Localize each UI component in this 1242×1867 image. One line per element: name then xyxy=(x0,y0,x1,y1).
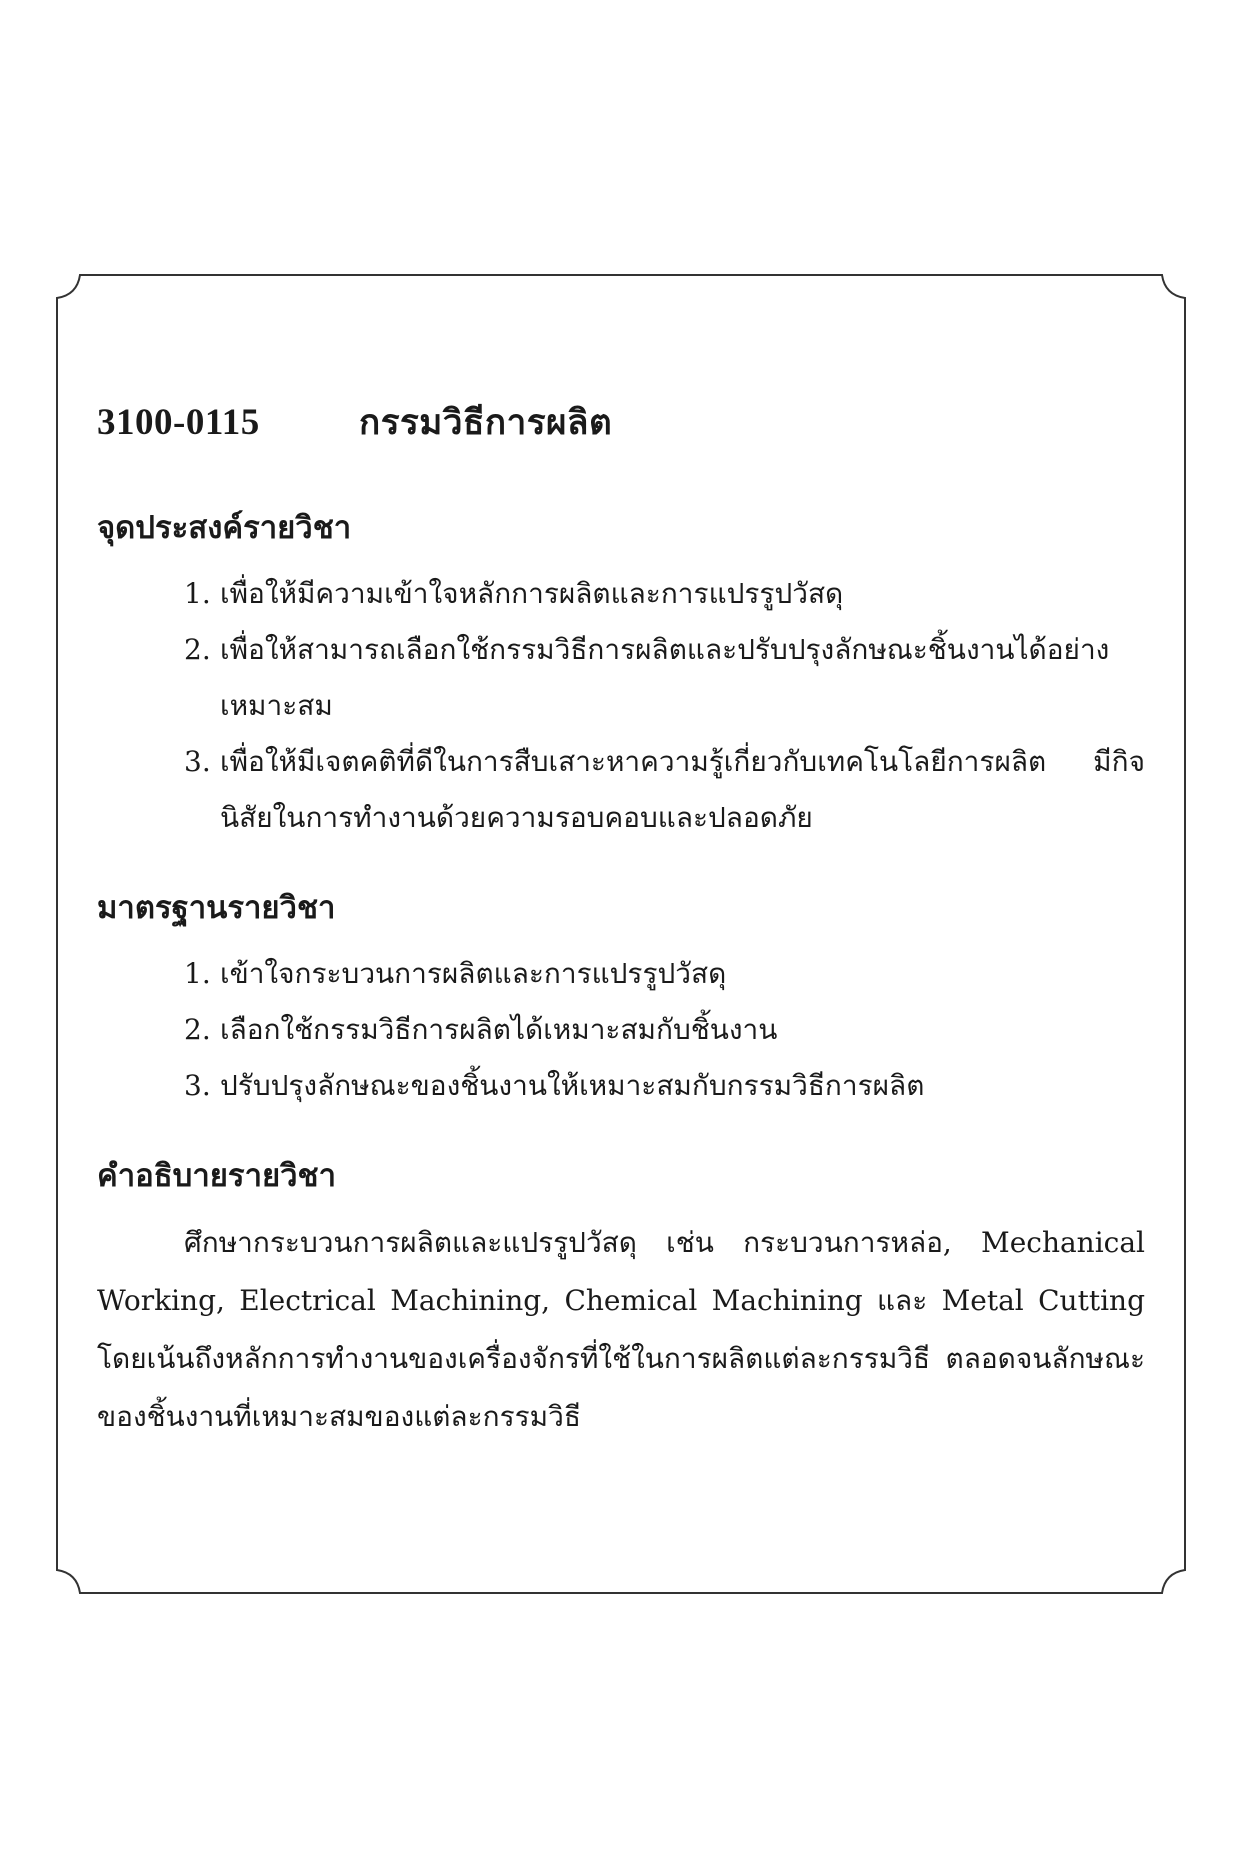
standards-title: มาตรฐานรายวิชา xyxy=(97,890,336,926)
list-item-text: เพื่อให้สามารถเลือกใช้กรรมวิธีการผลิตและปรับปรุงลักษณะชิ้นงานได้อย่างเหมาะสม xyxy=(220,633,1110,722)
list-item xyxy=(184,622,1145,734)
course-code: 3100-0115 xyxy=(97,402,260,443)
list-item xyxy=(184,1058,1145,1114)
description-text: ศึกษากระบวนการผลิตและแปรรูปวัสดุ เช่น กระบวนการหล่อ, Mechanical Working, Electrical Machining, Chemical Machining และ Metal Cutting โดยเน้นถึงหลักการทำงานของเครื่องจักรที่ใช้ในการผลิตแต่ละกรรมวิธี ตลอดจนลักษณะของชิ้นงานที่เหมาะสมของแต่ละกรรมวิธี xyxy=(97,1226,1145,1433)
list-item-number: 2. xyxy=(184,633,211,666)
course-name: กรรมวิธีการผลิต xyxy=(359,402,613,443)
list-item-text: เพื่อให้มีความเข้าใจหลักการผลิตและการแปรรูปวัสดุ xyxy=(220,577,844,610)
list-item-number: 2. xyxy=(184,1013,211,1046)
description-title: คำอธิบายรายวิชา xyxy=(97,1158,337,1194)
standards-section xyxy=(97,882,1145,1114)
list-item-number: 3. xyxy=(184,1069,211,1102)
objectives-section xyxy=(97,502,1145,846)
objectives-title: จุดประสงค์รายวิชา xyxy=(97,510,352,546)
course-header xyxy=(97,395,1145,450)
list-item-number: 1. xyxy=(184,957,211,990)
list-item xyxy=(184,946,1145,1002)
objectives-list xyxy=(97,566,1145,846)
list-item xyxy=(184,1002,1145,1058)
list-item-text: ปรับปรุงลักษณะของชิ้นงานให้เหมาะสมกับกรรมวิธีการผลิต xyxy=(220,1069,925,1102)
list-item-text: เพื่อให้มีเจตคติที่ดีในการสืบเสาะหาความรู้เกี่ยวกับเทคโนโลยีการผลิต มีกิจนิสัยในการทำงานด้วยความรอบคอบและปลอดภัย xyxy=(220,745,1145,834)
course-document xyxy=(97,395,1145,1482)
list-item-number: 1. xyxy=(184,577,211,610)
list-item xyxy=(184,734,1145,846)
list-item xyxy=(184,566,1145,622)
list-item-text: เข้าใจกระบวนการผลิตและการแปรรูปวัสดุ xyxy=(220,957,727,990)
standards-list xyxy=(97,946,1145,1114)
list-item-number: 3. xyxy=(184,745,211,778)
list-item-text: เลือกใช้กรรมวิธีการผลิตได้เหมาะสมกับชิ้นงาน xyxy=(220,1013,778,1046)
description-section xyxy=(97,1150,1145,1446)
